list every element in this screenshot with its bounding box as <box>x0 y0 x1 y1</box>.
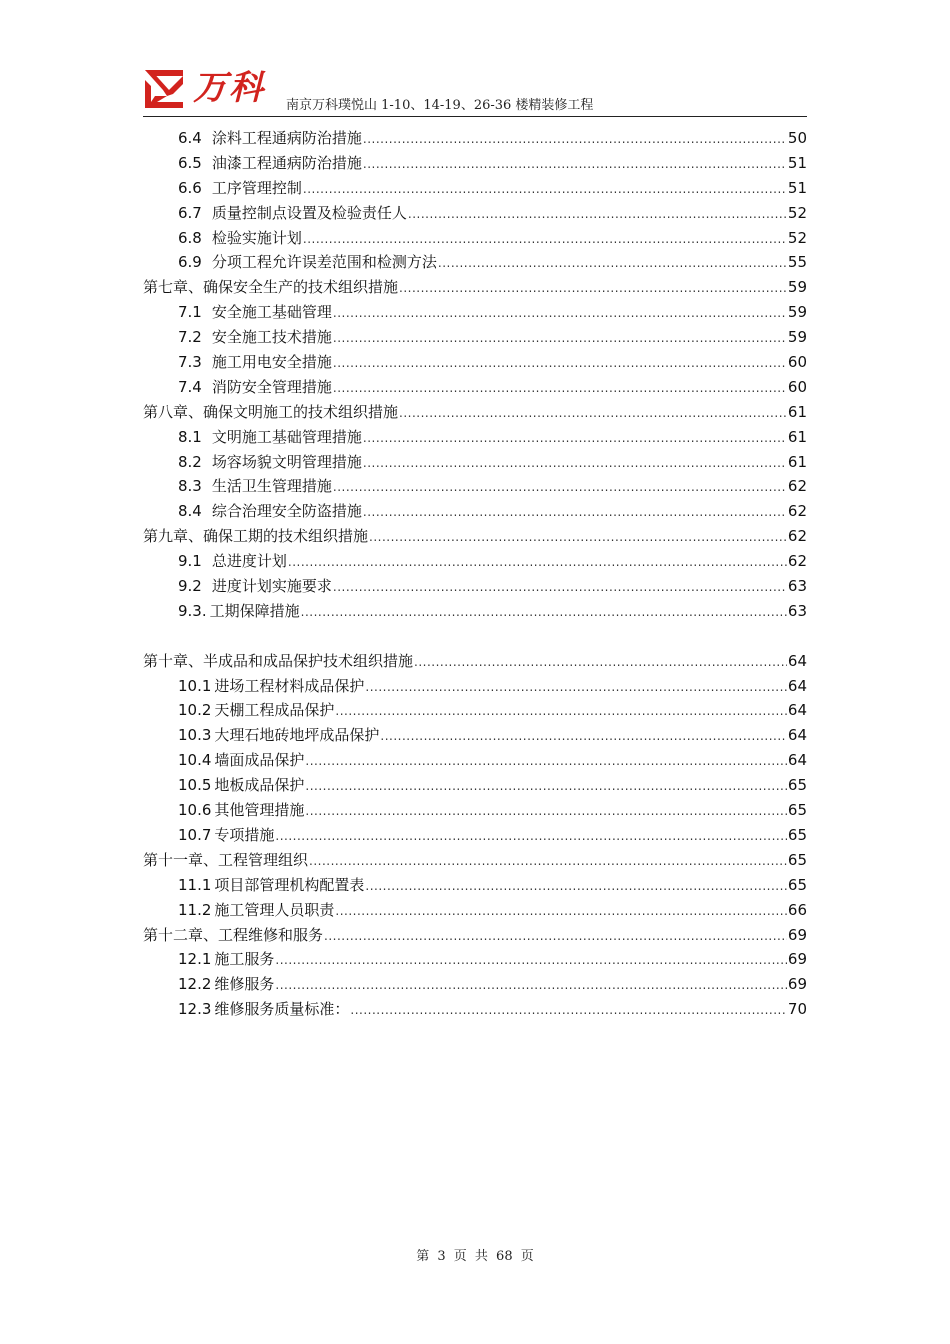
toc-section-entry[interactable] <box>143 474 807 499</box>
toc-entry-title: 墙面成品保护 <box>214 751 305 770</box>
toc-section-entry[interactable] <box>143 773 807 798</box>
toc-chapter-entry[interactable] <box>143 848 807 873</box>
toc-section-entry[interactable] <box>143 798 807 823</box>
toc-entry-number: 10.5 <box>178 776 212 795</box>
toc-entry-number: 12.1 <box>178 950 212 969</box>
toc-page-number: 59 <box>787 303 807 322</box>
toc-entry-title: 大理石地砖地坪成品保护 <box>214 726 380 745</box>
toc-page-number: 55 <box>787 253 807 272</box>
toc-page-number: 65 <box>787 825 807 844</box>
toc-entry-number: 10.7 <box>178 825 212 844</box>
toc-entry-number: 11.2 <box>178 900 212 919</box>
toc-entry-number: 8.2 <box>178 452 202 471</box>
toc-entry-title: 第十一章、工程管理组织 <box>143 850 309 869</box>
toc-entry-number: 7.2 <box>178 328 202 347</box>
toc-page-number: 64 <box>787 701 807 720</box>
toc-entry-number: 9.2 <box>178 577 202 596</box>
toc-chapter-entry[interactable] <box>143 649 807 674</box>
toc-dot-leader <box>333 326 787 351</box>
toc-section-entry[interactable] <box>143 151 807 176</box>
toc-entry-title: 生活卫生管理措施 <box>211 477 332 496</box>
toc-entry-title: 维修服务质量标准： <box>214 1000 350 1019</box>
toc-entry-title: 工序管理控制 <box>211 178 302 197</box>
toc-page-number: 62 <box>787 527 807 546</box>
toc-page-number: 60 <box>787 377 807 396</box>
toc-dot-leader <box>275 973 786 998</box>
toc-entry-title: 安全施工技术措施 <box>211 328 332 347</box>
toc-page-number: 69 <box>787 975 807 994</box>
toc-page-number: 65 <box>787 875 807 894</box>
toc-entry-number: 8.1 <box>178 427 202 446</box>
toc-entry-number: 6.5 <box>178 153 202 172</box>
toc-page-number: 52 <box>787 203 807 222</box>
toc-page-number: 65 <box>787 801 807 820</box>
toc-page-number: 50 <box>787 129 807 147</box>
toc-entry-number: 7.3 <box>178 353 202 372</box>
toc-entry-number: 12.2 <box>178 975 212 994</box>
toc-section-entry[interactable] <box>143 823 807 848</box>
toc-entry-title: 场容场貌文明管理措施 <box>211 452 362 471</box>
toc-dot-leader <box>408 202 787 227</box>
toc-page-number: 63 <box>787 577 807 596</box>
toc-page-number: 51 <box>787 153 807 172</box>
toc-section-entry[interactable] <box>143 873 807 898</box>
toc-section-entry[interactable] <box>143 350 807 375</box>
toc-dot-leader <box>305 749 786 774</box>
toc-page-number: 59 <box>787 328 807 347</box>
toc-chapter-entry[interactable] <box>143 275 807 300</box>
toc-entry-number: 8.4 <box>178 502 202 521</box>
toc-entry-number: 11.1 <box>178 875 212 894</box>
toc-dot-leader <box>333 351 787 376</box>
toc-page-number: 65 <box>787 776 807 795</box>
toc-dot-leader <box>275 948 786 973</box>
toc-page-number: 64 <box>787 651 807 670</box>
toc-page-number: 70 <box>787 1000 807 1019</box>
toc-entry-title: 总进度计划 <box>211 552 287 571</box>
toc-page-number: 61 <box>787 402 807 421</box>
toc-page-number: 62 <box>787 477 807 496</box>
toc-section-entry[interactable] <box>143 450 807 475</box>
toc-section-entry[interactable] <box>143 997 807 1022</box>
toc-dot-leader <box>365 874 786 899</box>
toc-entry-title: 地板成品保护 <box>214 776 305 795</box>
toc-entry-number: 8.3 <box>178 477 202 496</box>
toc-dot-leader <box>380 724 786 749</box>
toc-page-number: 64 <box>787 676 807 695</box>
toc-section-entry[interactable] <box>143 574 807 599</box>
toc-page-number: 63 <box>787 601 807 620</box>
toc-dot-leader <box>399 276 787 301</box>
toc-entry-number: 7.1 <box>178 303 202 322</box>
toc-entry-title: 专项措施 <box>214 825 275 844</box>
toc-page-number: 61 <box>787 452 807 471</box>
toc-section-entry[interactable] <box>143 425 807 450</box>
toc-page-number: 66 <box>787 900 807 919</box>
toc-dot-leader <box>333 575 787 600</box>
toc-entry-title: 分项工程允许误差范围和检测方法 <box>211 253 437 272</box>
toc-dot-leader <box>288 550 787 575</box>
toc-page-number: 59 <box>787 278 807 297</box>
toc-entry-number: 12.3 <box>178 1000 212 1019</box>
toc-entry-title: 涂料工程通病防治措施 <box>211 129 362 147</box>
toc-dot-leader <box>275 824 786 849</box>
toc-entry-number: 6.9 <box>178 253 202 272</box>
toc-entry-title: 质量控制点设置及检验责任人 <box>211 203 407 222</box>
toc-section-entry[interactable] <box>143 201 807 226</box>
toc-entry-number: 10.3 <box>178 726 212 745</box>
toc-section-entry[interactable] <box>143 549 807 574</box>
document-title: 南京万科璞悦山 1-10、14-19、26-36 楼精装修工程 <box>286 98 594 113</box>
toc-page-number: 60 <box>787 353 807 372</box>
toc-page-number: 69 <box>787 925 807 944</box>
toc-dot-leader <box>333 475 787 500</box>
page-footer: 第 3 页 共 68 页 <box>416 1249 534 1264</box>
toc-section-entry[interactable] <box>143 126 807 151</box>
table-of-contents <box>143 126 807 1022</box>
toc-entry-title: 天棚工程成品保护 <box>214 701 335 720</box>
toc-dot-leader <box>303 177 787 202</box>
toc-entry-title: 安全施工基础管理 <box>211 303 332 322</box>
toc-entry-title: 施工服务 <box>214 950 275 969</box>
toc-entry-title: 第十章、半成品和成品保护技术组织措施 <box>143 651 414 670</box>
toc-page-number: 62 <box>787 552 807 571</box>
toc-dot-leader <box>305 774 786 799</box>
toc-section-entry[interactable] <box>143 176 807 201</box>
toc-page-number: 51 <box>787 178 807 197</box>
toc-dot-leader <box>301 600 787 625</box>
toc-dot-leader <box>363 152 787 177</box>
page-header <box>143 64 807 117</box>
toc-dot-leader <box>324 924 787 949</box>
toc-entry-title: 维修服务 <box>214 975 275 994</box>
toc-dot-leader <box>309 849 787 874</box>
toc-section-entry[interactable] <box>143 723 807 748</box>
toc-section-entry[interactable] <box>143 250 807 275</box>
toc-entry-title: 综合治理安全防盗措施 <box>211 502 362 521</box>
toc-section-entry[interactable] <box>143 499 807 524</box>
toc-entry-number: 10.1 <box>178 676 212 695</box>
toc-entry-title: 第七章、确保安全生产的技术组织措施 <box>143 278 399 297</box>
toc-section-entry[interactable] <box>143 300 807 325</box>
toc-entry-title: 第十二章、工程维修和服务 <box>143 925 324 944</box>
toc-dot-leader <box>414 650 787 675</box>
toc-entry-title: 施工用电安全措施 <box>211 353 332 372</box>
toc-page-number: 64 <box>787 751 807 770</box>
toc-section-entry[interactable] <box>143 375 807 400</box>
toc-dot-leader <box>365 675 786 700</box>
toc-dot-leader <box>335 899 786 924</box>
toc-section-entry[interactable] <box>143 947 807 972</box>
toc-section-entry[interactable] <box>143 898 807 923</box>
vanke-logo-icon <box>143 66 187 110</box>
logo-wordmark: 万科 <box>193 68 265 108</box>
toc-dot-leader <box>369 525 787 550</box>
toc-entry-title: 第九章、确保工期的技术组织措施 <box>143 527 369 546</box>
toc-section-entry[interactable] <box>143 599 807 624</box>
toc-page-number: 61 <box>787 427 807 446</box>
toc-entry-title: 油漆工程通病防治措施 <box>211 153 362 172</box>
toc-dot-leader <box>333 301 787 326</box>
toc-dot-leader <box>350 998 786 1023</box>
toc-dot-leader <box>363 500 787 525</box>
toc-entry-title: 项目部管理机构配置表 <box>214 875 365 894</box>
toc-page-number: 64 <box>787 726 807 745</box>
toc-entry-title: 其他管理措施 <box>214 801 305 820</box>
toc-entry-number: 7.4 <box>178 377 202 396</box>
toc-dot-leader <box>399 401 787 426</box>
toc-dot-leader <box>305 799 786 824</box>
toc-dot-leader <box>438 251 787 276</box>
toc-entry-number: 6.8 <box>178 228 202 247</box>
toc-chapter-entry[interactable] <box>143 524 807 549</box>
toc-entry-number: 9.3. <box>178 601 207 620</box>
toc-entry-title: 进场工程材料成品保护 <box>214 676 365 695</box>
toc-section-entry[interactable] <box>143 325 807 350</box>
toc-section-entry[interactable] <box>143 674 807 699</box>
toc-page-number: 69 <box>787 950 807 969</box>
toc-entry-title: 文明施工基础管理措施 <box>211 427 362 446</box>
toc-entry-title: 进度计划实施要求 <box>211 577 332 596</box>
toc-dot-leader <box>333 376 787 401</box>
toc-entry-number: 6.7 <box>178 203 202 222</box>
toc-dot-leader <box>363 451 787 476</box>
toc-dot-leader <box>335 699 786 724</box>
toc-page-number: 62 <box>787 502 807 521</box>
toc-entry-number: 10.2 <box>178 701 212 720</box>
toc-entry-number: 6.6 <box>178 178 202 197</box>
toc-section-entry[interactable] <box>143 698 807 723</box>
toc-entry-title: 消防安全管理措施 <box>211 377 332 396</box>
toc-entry-number: 9.1 <box>178 552 202 571</box>
toc-chapter-entry[interactable] <box>143 923 807 948</box>
toc-dot-leader <box>363 127 787 152</box>
toc-entry-title: 工期保障措施 <box>209 601 300 620</box>
toc-dot-leader <box>303 227 787 252</box>
toc-section-entry[interactable] <box>143 972 807 997</box>
toc-section-entry[interactable] <box>143 226 807 251</box>
toc-page-number: 65 <box>787 850 807 869</box>
toc-entry-number: 6.4 <box>178 129 202 147</box>
toc-entry-number: 10.6 <box>178 801 212 820</box>
toc-entry-title: 施工管理人员职责 <box>214 900 335 919</box>
toc-dot-leader <box>363 426 787 451</box>
toc-entry-title: 第八章、确保文明施工的技术组织措施 <box>143 402 399 421</box>
toc-page-number: 52 <box>787 228 807 247</box>
toc-section-entry[interactable] <box>143 748 807 773</box>
toc-entry-number: 10.4 <box>178 751 212 770</box>
toc-chapter-entry[interactable] <box>143 400 807 425</box>
toc-entry-title: 检验实施计划 <box>211 228 302 247</box>
